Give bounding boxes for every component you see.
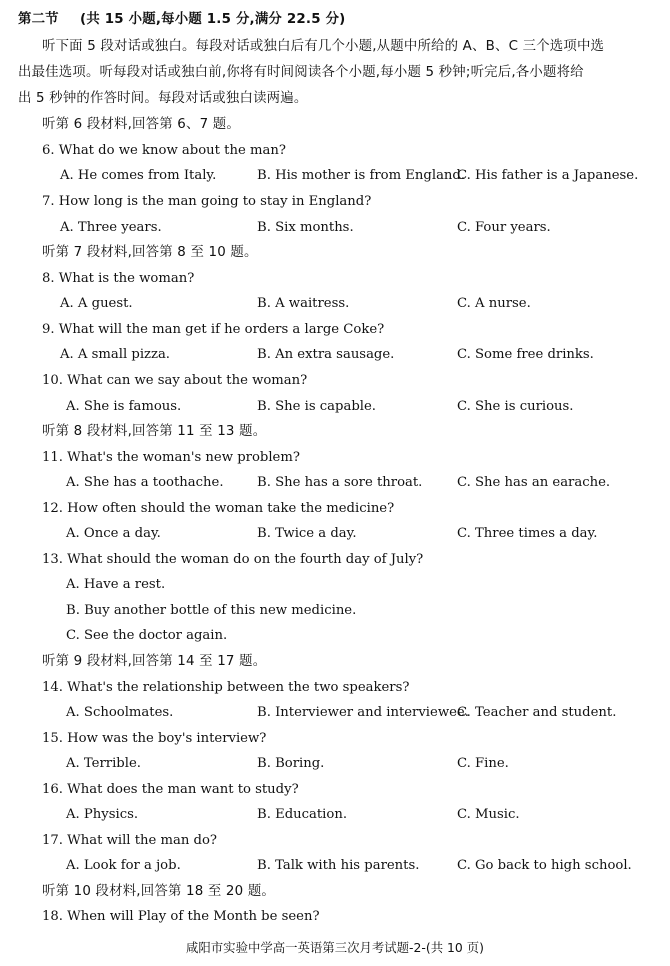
question-text: 13. What should the woman do on the fourth day of July?: [42, 552, 424, 567]
question-text: 9. What will the man get if he orders a large Coke?: [42, 322, 385, 337]
option-b: B. She is capable.: [257, 399, 376, 414]
option-b: B. Talk with his parents.: [257, 858, 420, 873]
option-b: B. His mother is from England.: [257, 168, 466, 183]
question-text: 18. When will Play of the Month be seen?: [42, 909, 320, 924]
question-text: 6. What do we know about the man?: [42, 143, 286, 158]
option-a: A. Physics.: [66, 807, 139, 822]
question-text: 14. What's the relationship between the two speakers?: [42, 680, 410, 695]
option-c: C. Some free drinks.: [457, 347, 594, 362]
option-a: A. A guest.: [60, 296, 133, 311]
option-c: C. His father is a Japanese.: [457, 168, 639, 183]
option-c: C. Three times a day.: [457, 526, 598, 541]
option-b: B. Education.: [257, 807, 348, 822]
group-heading-text: 听第 7 段材料,回答第 8 至 10 题。: [42, 245, 258, 260]
option-a: A. Once a day.: [66, 526, 161, 541]
group-heading-text: 听第 8 段材料,回答第 11 至 13 题。: [42, 424, 267, 439]
option-a: A. Schoolmates.: [66, 705, 174, 720]
option-c: C. A nurse.: [457, 296, 531, 311]
option-a: A. She has a toothache.: [66, 475, 224, 490]
option-c: C. Music.: [457, 807, 520, 822]
option-b: B. Buy another bottle of this new medicine.: [66, 603, 357, 618]
option-c: C. See the doctor again.: [66, 628, 228, 643]
option-b: B. Interviewer and interviewee.: [257, 705, 469, 720]
question-text: 16. What does the man want to study?: [42, 782, 299, 797]
option-b: B. Six months.: [257, 220, 354, 235]
option-b: B. Twice a day.: [257, 526, 357, 541]
option-c: C. She is curious.: [457, 399, 574, 414]
option-a: A. Terrible.: [66, 756, 141, 771]
instructions-text: 听下面 5 段对话或独白。每段对话或独白后有几个小题,从题中所给的 A、B、C 三个选项中选: [42, 39, 605, 54]
option-a: A. He comes from Italy.: [60, 168, 217, 183]
option-c: C. Four years.: [457, 220, 551, 235]
option-b: B. A waitress.: [257, 296, 350, 311]
group-heading-text: 听第 6 段材料,回答第 6、7 题。: [42, 117, 240, 132]
option-b: B. She has a sore throat.: [257, 475, 423, 490]
question-text: 11. What's the woman's new problem?: [42, 450, 300, 465]
question-text: 17. What will the man do?: [42, 833, 217, 848]
question-text: 7. How long is the man going to stay in England?: [42, 194, 372, 209]
instructions-text: 出最佳选项。听每段对话或独白前,你将有时间阅读各个小题,每小题 5 秒钟;听完后,各小题将给: [18, 65, 584, 80]
option-a: A. Have a rest.: [66, 577, 166, 592]
question-text: 12. How often should the woman take the medicine?: [42, 501, 395, 516]
page-footer: 咸阳市实验中学高一英语第三次月考试题-2-(共 10 页): [186, 940, 484, 955]
group-heading-text: 听第 9 段材料,回答第 14 至 17 题。: [42, 654, 267, 669]
option-a: A. Look for a job.: [66, 858, 181, 873]
option-c: C. She has an earache.: [457, 475, 611, 490]
option-b: B. An extra sausage.: [257, 347, 395, 362]
group-heading-text: 听第 10 段材料,回答第 18 至 20 题。: [42, 884, 276, 899]
option-a: A. She is famous.: [66, 399, 182, 414]
option-a: A. Three years.: [60, 220, 162, 235]
option-c: C. Fine.: [457, 756, 509, 771]
section-title: 第二节: [18, 12, 59, 27]
section-scoring: (共 15 小题,每小题 1.5 分,满分 22.5 分): [80, 12, 346, 27]
option-c: C. Teacher and student.: [457, 705, 617, 720]
option-a: A. A small pizza.: [60, 347, 170, 362]
instructions-text: 出 5 秒钟的作答时间。每段对话或独白读两遍。: [18, 91, 308, 106]
option-c: C. Go back to high school.: [457, 858, 632, 873]
question-text: 10. What can we say about the woman?: [42, 373, 308, 388]
option-b: B. Boring.: [257, 756, 325, 771]
question-text: 8. What is the woman?: [42, 271, 195, 286]
question-text: 15. How was the boy's interview?: [42, 731, 267, 746]
